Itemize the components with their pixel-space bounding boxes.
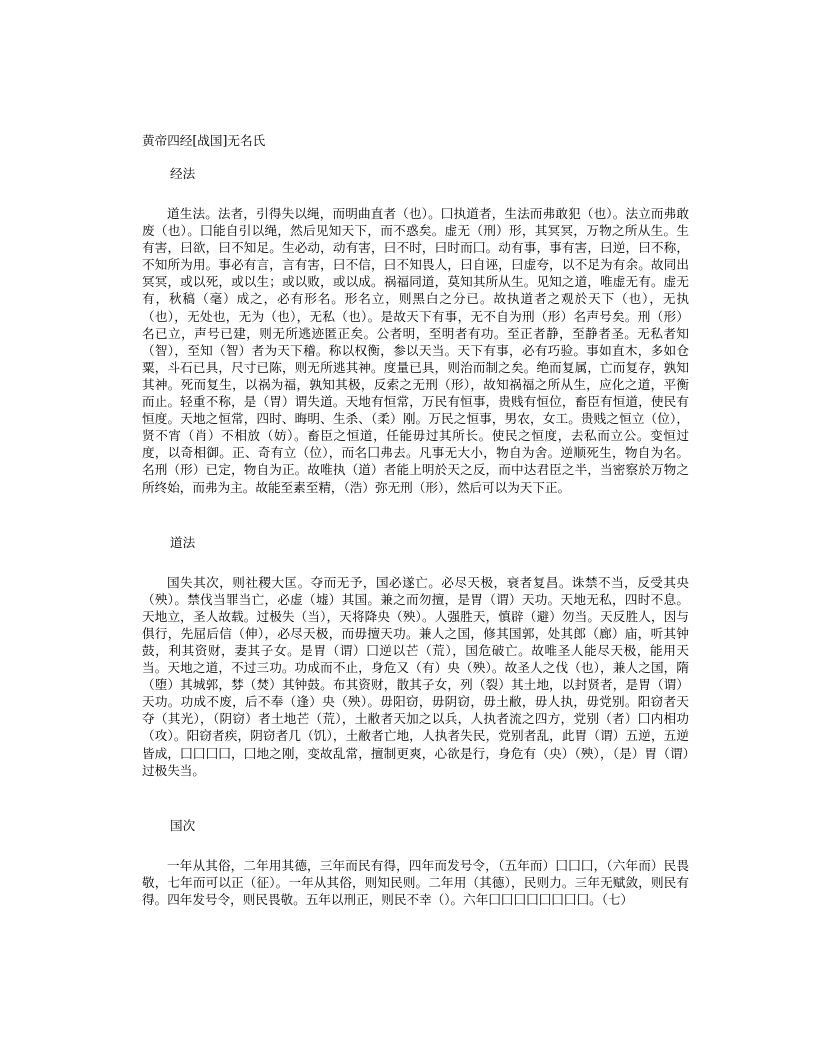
section-paragraph-daofa: 国失其次，则社稷大匡。夺而无予，国必遂亡。必尽天极，衰者复昌。诛禁不当，反受其央（殃）。禁伐当罪当亡，必虚（墟）其国。兼之而勿擅，是胃（谓）天功。天地无私，四时不息。天地立，圣人故载。过极失（当），天将降央（殃）。人强胜天，慎辟（避）勿当。天反胜人，因与俱行，先屈后信（伸），必尽天极，而毋擅天功。兼人之国，修其国郭，处其郎（廊）庙，听其钟鼓，利其资财，妻其子女。是胃（谓）囗逆以芒（荒），国危破亡。故唯圣人能尽天极，能用天当。天地之道，不过三功。功成而不止，身危又（有）央（殃）。故圣人之伐（也），兼人之国，隋（堕）其城郭，棼（焚）其钟鼓。布其资财，散其子女，列（裂）其土地，以封贤者，是胃（谓）天功。功成不废，后不奉（逢）央（殃）。毋阳窃，毋阴窃，毋土敝，毋人执，毋党别。阳窃者天夺（其光），（阴窃）者土地芒（荒），土敝者天加之以兵，人执者流之四方，党别（者）囗内相功（攻）。阳窃者疾，阴窃者几（饥），土敝者亡地，人执者失民，党别者乱，此胃（谓）五逆，五逆皆成，囗囗囗囗，囗地之刚，变故乱常，擅制更爽，心欲是行，身危有（央）（殃），（是）胃（谓）过极失当。 xyxy=(142,574,689,778)
paragraph-spacer-2 xyxy=(142,779,689,817)
title-spacer xyxy=(142,149,689,165)
document-content xyxy=(142,132,689,908)
section-heading-guoci: 国次 xyxy=(170,817,196,833)
section-paragraph-guoci: 一年从其俗，二年用其德，三年而民有得，四年而发号令，（五年而）囗囗囗，（六年而）民畏敬，七年而可以正（征）。一年从其俗，则知民则。二年用（其德），民则力。三年无赋敛，则民有得。四年发号令，则民畏敬。五年以刑正，则民不幸（）。六年囗囗囗囗囗囗囗囗。（七） xyxy=(142,857,689,907)
section-heading-jingfa: 经法 xyxy=(170,166,196,181)
document-title: 黄帝四经[战国]无名氏 xyxy=(142,133,266,148)
section-heading-daofa: 道法 xyxy=(170,534,196,550)
heading-spacer-2 xyxy=(142,551,689,574)
paragraph-spacer-1 xyxy=(142,496,689,534)
heading-spacer-1 xyxy=(142,182,689,205)
heading-spacer-3 xyxy=(142,834,689,857)
section-paragraph-jingfa: 道生法。法者，引得失以绳，而明曲直者（也）。囗执道者，生法而弗敢犯（也）。法立而弗敢废（也）。囗能自引以绳，然后见知天下，而不惑矣。虚无（刑）形，其冥冥，万物之所从生。生有害，曰欲，曰不知足。生必动，动有害，曰不时，曰时而囗。动有事，事有害，曰逆，曰不称，不知所为用。事必有言，言有害，曰不信，曰不知畏人，曰自诬，曰虚夸，以不足为有余。故同出冥冥，或以死，或以生；或以败，或以成。祸福同道，莫知其所从生。见知之道，唯虚无有。虚无有，秋稿（毫）成之，必有形名。形名立，则黑白之分已。故执道者之观於天下（也），无执（也），无处也，无为（也），无私（也）。是故天下有事，无不自为刑（形）名声号矣。刑（形）名已立，声号已建，则无所逃迹匿正矣。公者明，至明者有功。至正者静，至静者圣。无私者知（智），至知（智）者为天下稽。称以权衡，参以天当。天下有事，必有巧验。事如直木，多如仓粟，斗石已具，尺寸已陈，则无所逃其神。度量已具，则治而制之矣。绝而复属，亡而复存，孰知其神。死而复生，以祸为福，孰知其极，反索之无刑（形），故知祸福之所从生，应化之道，平衡而止。轻重不称，是（胃）谓失道。天地有恒常，万民有恒事，贵贱有恒位，畜臣有恒道，使民有恒度。天地之恒常，四时、晦明、生杀、（柔）刚。万民之恒事，男农，女工。贵贱之恒立（位），贤不宵（肖）不相放（妨）。畜臣之恒道，任能毋过其所长。使民之恒度，去私而立公。变恒过度，以奇相御。正、奇有立（位），而名囗弗去。凡事无大小，物自为舍。逆顺死生，物自为名。名刑（形）已定，物自为正。故唯执（道）者能上明於天之反，而中达君臣之半，当密察於万物之所终始，而弗为主。故能至素至精，（浩）弥无刑（形），然后可以为天下正。 xyxy=(142,206,689,495)
